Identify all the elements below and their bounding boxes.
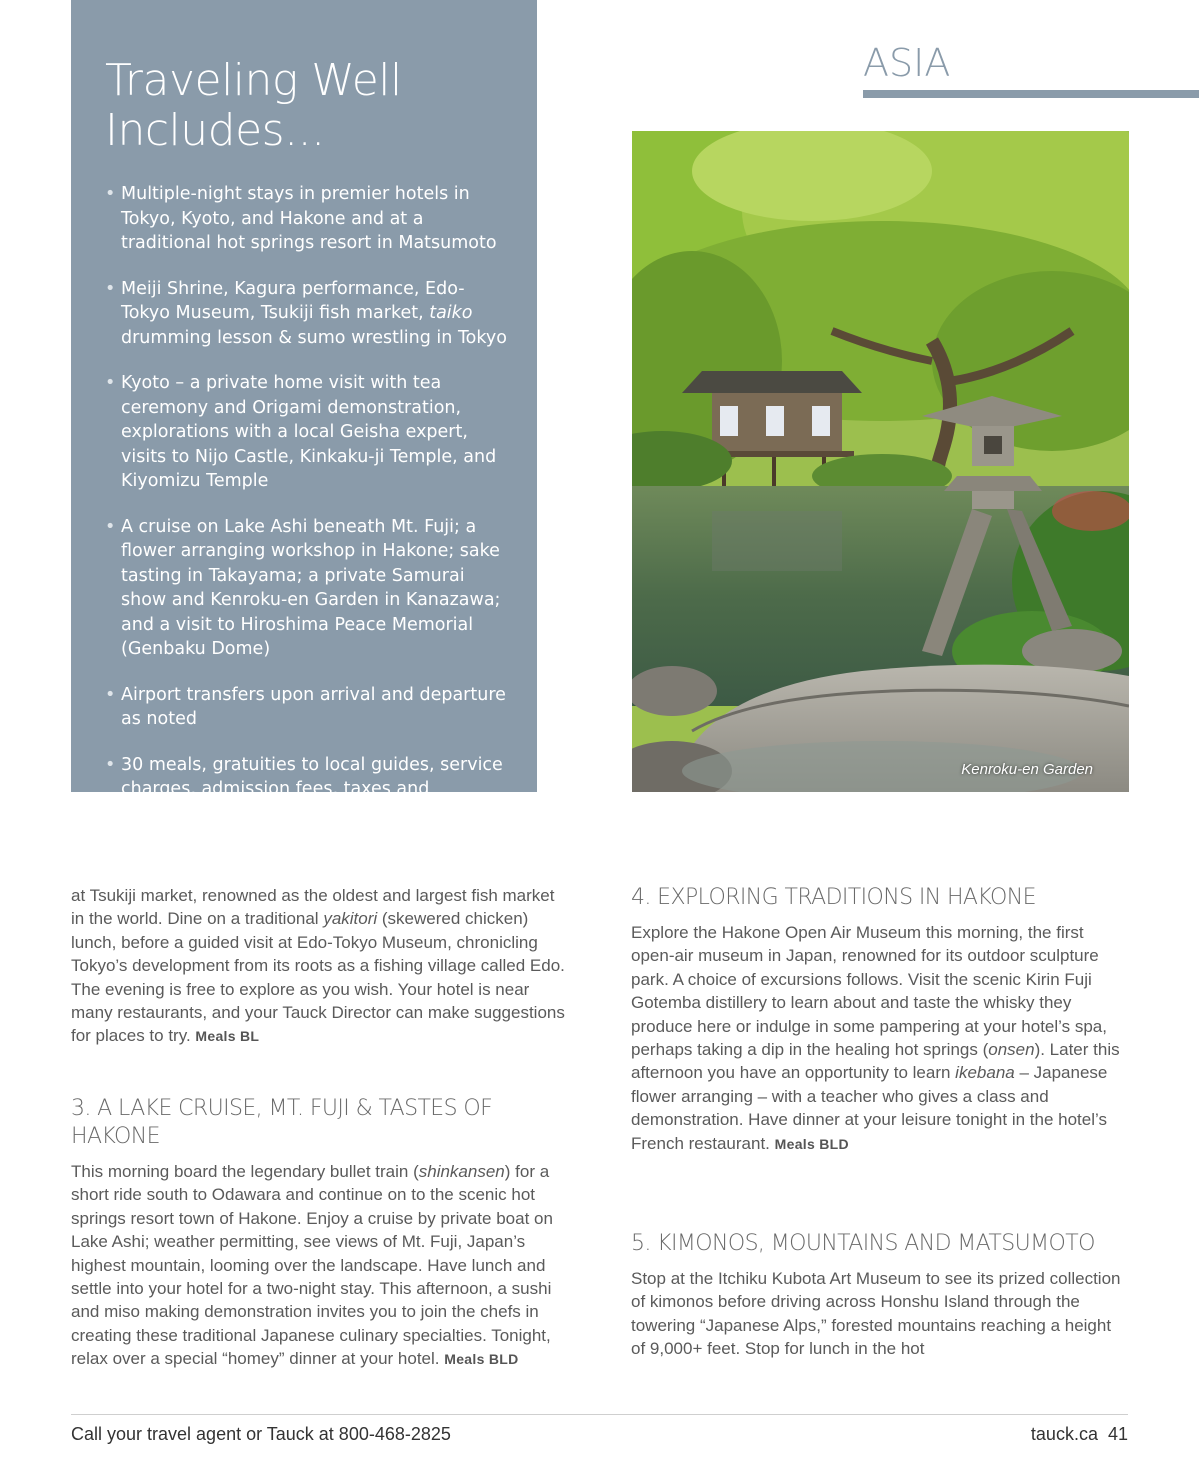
day2-continued-text: at Tsukiji market, renowned as the oldest and largest fish market in the world. Dine on a traditional yakitori (skewered chicken) lunch, before a guided visit at Edo-Tokyo Museum, chronicling Tokyo’s development from its roots as a fishing village called Edo. The evening is free to explore as you wish. Your hotel is near many restaurants, and your Tauck Director can make suggestions for places to try. Meals BL bbox=[71, 886, 565, 1046]
footer-website: tauck.ca bbox=[1030, 1424, 1098, 1444]
includes-item: • A cruise on Lake Ashi beneath Mt. Fuji; a flower arranging workshop in Hakone; sake tasting in Takayama; a private Samurai show and Kenroku-en Garden in Kanazawa; and a visit to Hiroshima Peace Memorial (Genbaku Dome) bbox=[105, 515, 509, 662]
garden-photo bbox=[632, 131, 1129, 792]
includes-title-line1: Traveling Well bbox=[105, 55, 402, 106]
includes-item: • Kyoto – a private home visit with tea ceremony and Origami demonstration, explorations with a local Geisha expert, visits to Nijo Castle, Kinkaku-ji Temple, and Kiyomizu Temple bbox=[105, 371, 509, 494]
day3-text: This morning board the legendary bullet train (shinkansen) for a short ride south to Odawara and continue on to the scenic hot springs resort town of Hakone. Enjoy a cruise by private boat on Lake Ashi; weather permitting, see views of Mt. Fuji, Japan’s highest mountain, looming over the landscape. Have lunch and settle into your hotel for a two-night stay. This afternoon, a sushi and miso making demonstration invites you to join the chefs in creating these traditional Japanese culinary specialties. Tonight, relax over a special “homey” dinner at your hotel. Meals BLD bbox=[71, 1162, 553, 1369]
region-header bbox=[863, 40, 1199, 98]
footer-divider bbox=[71, 1414, 1128, 1415]
photo-caption: Kenroku-en Garden bbox=[961, 761, 1093, 778]
day5-section bbox=[631, 1230, 1126, 1361]
day4-text: Explore the Hakone Open Air Museum this morning, the first open-air museum in Japan, renowned for its outdoor sculpture park. A choice of excursions follows. Visit the scenic Kirin Fuji Gotemba distillery to learn about and taste the whisky they produce here or indulge in some pampering at your hotel’s spa, perhaps taking a dip in the healing hot springs (onsen). Later this afternoon you have an opportunity to learn ikebana – Japanese flower arranging – with a teacher who gives a class and demonstration. Have dinner at your leisure tonight in the hotel’s French restaurant. Meals BLD bbox=[631, 923, 1120, 1153]
day5-heading: 5. KIMONOS, MOUNTAINS AND MATSUMOTO bbox=[631, 1231, 1095, 1256]
meals-label: Meals BLD bbox=[774, 1135, 849, 1152]
includes-item: • Multiple-night stays in premier hotels in Tokyo, Kyoto, and Hakone and at a traditional hot springs resort in Matsumoto bbox=[105, 182, 509, 256]
includes-item: • Meiji Shrine, Kagura performance, Edo-Tokyo Museum, Tsukiji fish market, taiko drumming lesson & sumo wrestling in Tokyo bbox=[105, 277, 509, 351]
page-number: 41 bbox=[1107, 1424, 1128, 1444]
includes-list bbox=[105, 182, 509, 826]
meals-label: Meals BLD bbox=[444, 1351, 519, 1368]
includes-item: • 30 meals, gratuities to local guides, service charges, admission fees, taxes and porterage bbox=[105, 753, 509, 827]
day4-section bbox=[631, 884, 1126, 1156]
includes-item: • Airport transfers upon arrival and departure as noted bbox=[105, 683, 509, 732]
includes-panel bbox=[71, 0, 537, 824]
day4-heading: 4. EXPLORING TRADITIONS IN HAKONE bbox=[631, 885, 1036, 910]
day3-heading: 3. A LAKE CRUISE, MT. FUJI & TASTES OF HAKONE bbox=[71, 1096, 493, 1149]
region-label: ASIA bbox=[863, 41, 951, 85]
meals-label: Meals BL bbox=[195, 1028, 260, 1045]
day5-text: Stop at the Itchiku Kubota Art Museum to see its prized collection of kimonos before driving across Honshu Island through the towering “Japanese Alps,” forested mountains reaching a height of 9,000+ feet. Stop for lunch in the hot bbox=[631, 1269, 1121, 1359]
day3-section bbox=[71, 1095, 571, 1372]
left-column bbox=[71, 884, 571, 1049]
footer-right bbox=[1031, 1424, 1128, 1445]
includes-title-line2: Includes... bbox=[105, 105, 325, 156]
footer-contact: Call your travel agent or Tauck at 800-468-2825 bbox=[71, 1424, 451, 1444]
includes-title bbox=[105, 56, 509, 156]
garden-illustration bbox=[632, 131, 1129, 792]
